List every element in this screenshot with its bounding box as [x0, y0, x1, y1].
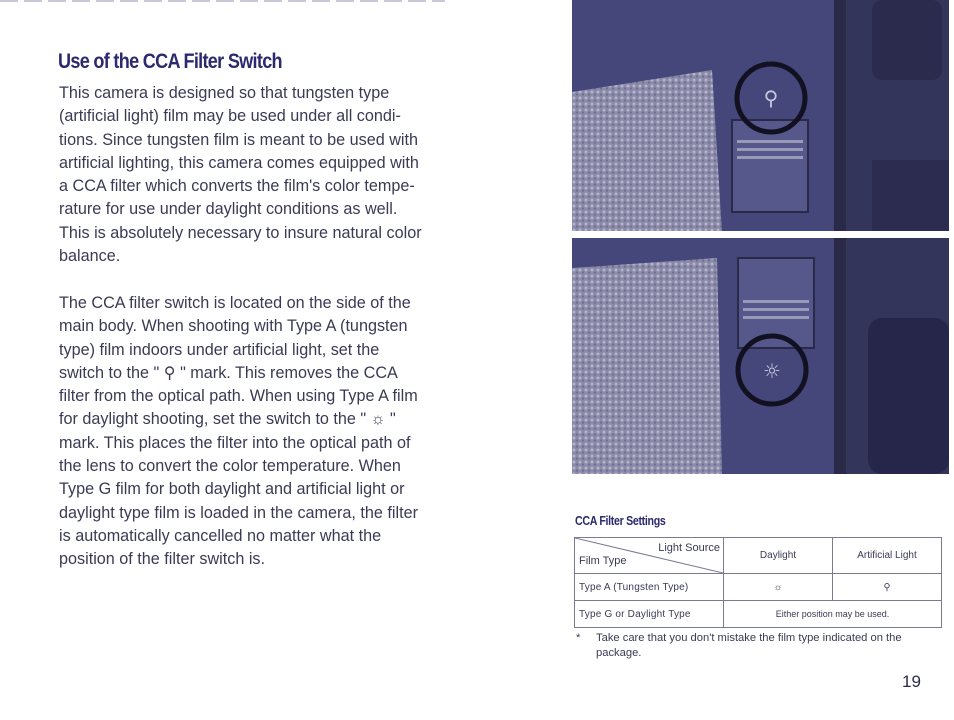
column-header-artificial: Artificial Light	[833, 538, 942, 574]
cca-settings-table	[574, 537, 942, 628]
text-line: filter from the optical path. When using Type A film	[59, 387, 418, 406]
text-line: mark. This places the filter into the optical path of	[59, 433, 411, 452]
text-line: a CCA filter which converts the film's color tempe-	[59, 177, 415, 196]
text-line: switch to the " ⚲ " mark. This removes the CCA	[59, 363, 398, 382]
text-line: for daylight shooting, set the switch to the " ☼ "	[59, 410, 396, 429]
table-corner-cell	[575, 538, 724, 574]
light-source-label: Light Source	[658, 542, 720, 554]
photo-switch-artificial-position	[572, 0, 949, 233]
sun-icon: ☼	[724, 574, 833, 601]
column-header-daylight: Daylight	[724, 538, 833, 574]
leather-texture	[572, 70, 722, 233]
table-title: CCA Filter Settings	[575, 513, 666, 528]
paragraph-intro	[59, 82, 507, 268]
paragraph-switch-location	[59, 292, 507, 572]
text-line: the lens to convert the color temperature. When	[59, 457, 401, 476]
camera-photos	[572, 0, 949, 474]
text-line: (artificial light) film may be used under all condi-	[59, 107, 401, 126]
text-line: daylight type film is loaded in the camera, the filter	[59, 503, 419, 522]
row-label-type-g: Type G or Daylight Type	[575, 601, 724, 628]
text-line: rature for use under daylight conditions as well.	[59, 200, 398, 219]
text-line: Type G film for both daylight and artificial light or	[59, 480, 405, 499]
either-position-cell: Either position may be used.	[724, 601, 942, 628]
text-line: artificial lighting, this camera comes equipped with	[59, 153, 419, 172]
row-label-type-a: Type A (Tungsten Type)	[575, 574, 724, 601]
page-number: 19	[902, 672, 921, 691]
section-heading: Use of the CCA Filter Switch	[58, 50, 282, 73]
text-line: position of the filter switch is.	[59, 550, 266, 569]
text-line: tions. Since tungsten film is meant to be used with	[59, 130, 419, 149]
text-line: balance.	[59, 247, 121, 266]
text-line: The CCA filter switch is located on the side of the	[59, 294, 411, 312]
svg-text:⚲: ⚲	[763, 86, 779, 110]
table-row	[575, 601, 942, 628]
svg-text:☼: ☼	[763, 359, 781, 383]
photo-switch-daylight-position	[572, 238, 949, 474]
table-row	[575, 574, 942, 601]
footnote-text: Take care that you don't mistake the film type indicated on the package.	[596, 632, 902, 659]
bulb-icon: ⚲	[833, 574, 942, 601]
table-header-row	[575, 538, 942, 574]
film-type-label: Film Type	[579, 555, 627, 567]
top-rule	[0, 0, 445, 2]
text-line: is automatically cancelled no matter what the	[59, 526, 382, 545]
text-line: main body. When shooting with Type A (tungsten	[59, 317, 408, 336]
text-line: type) film indoors under artificial light, set the	[59, 340, 380, 359]
text-line: This camera is designed so that tungsten type	[59, 84, 390, 102]
text-line: This is absolutely necessary to insure natural color	[59, 223, 422, 242]
footnote-marker: *	[576, 632, 581, 644]
leather-texture	[572, 258, 722, 474]
